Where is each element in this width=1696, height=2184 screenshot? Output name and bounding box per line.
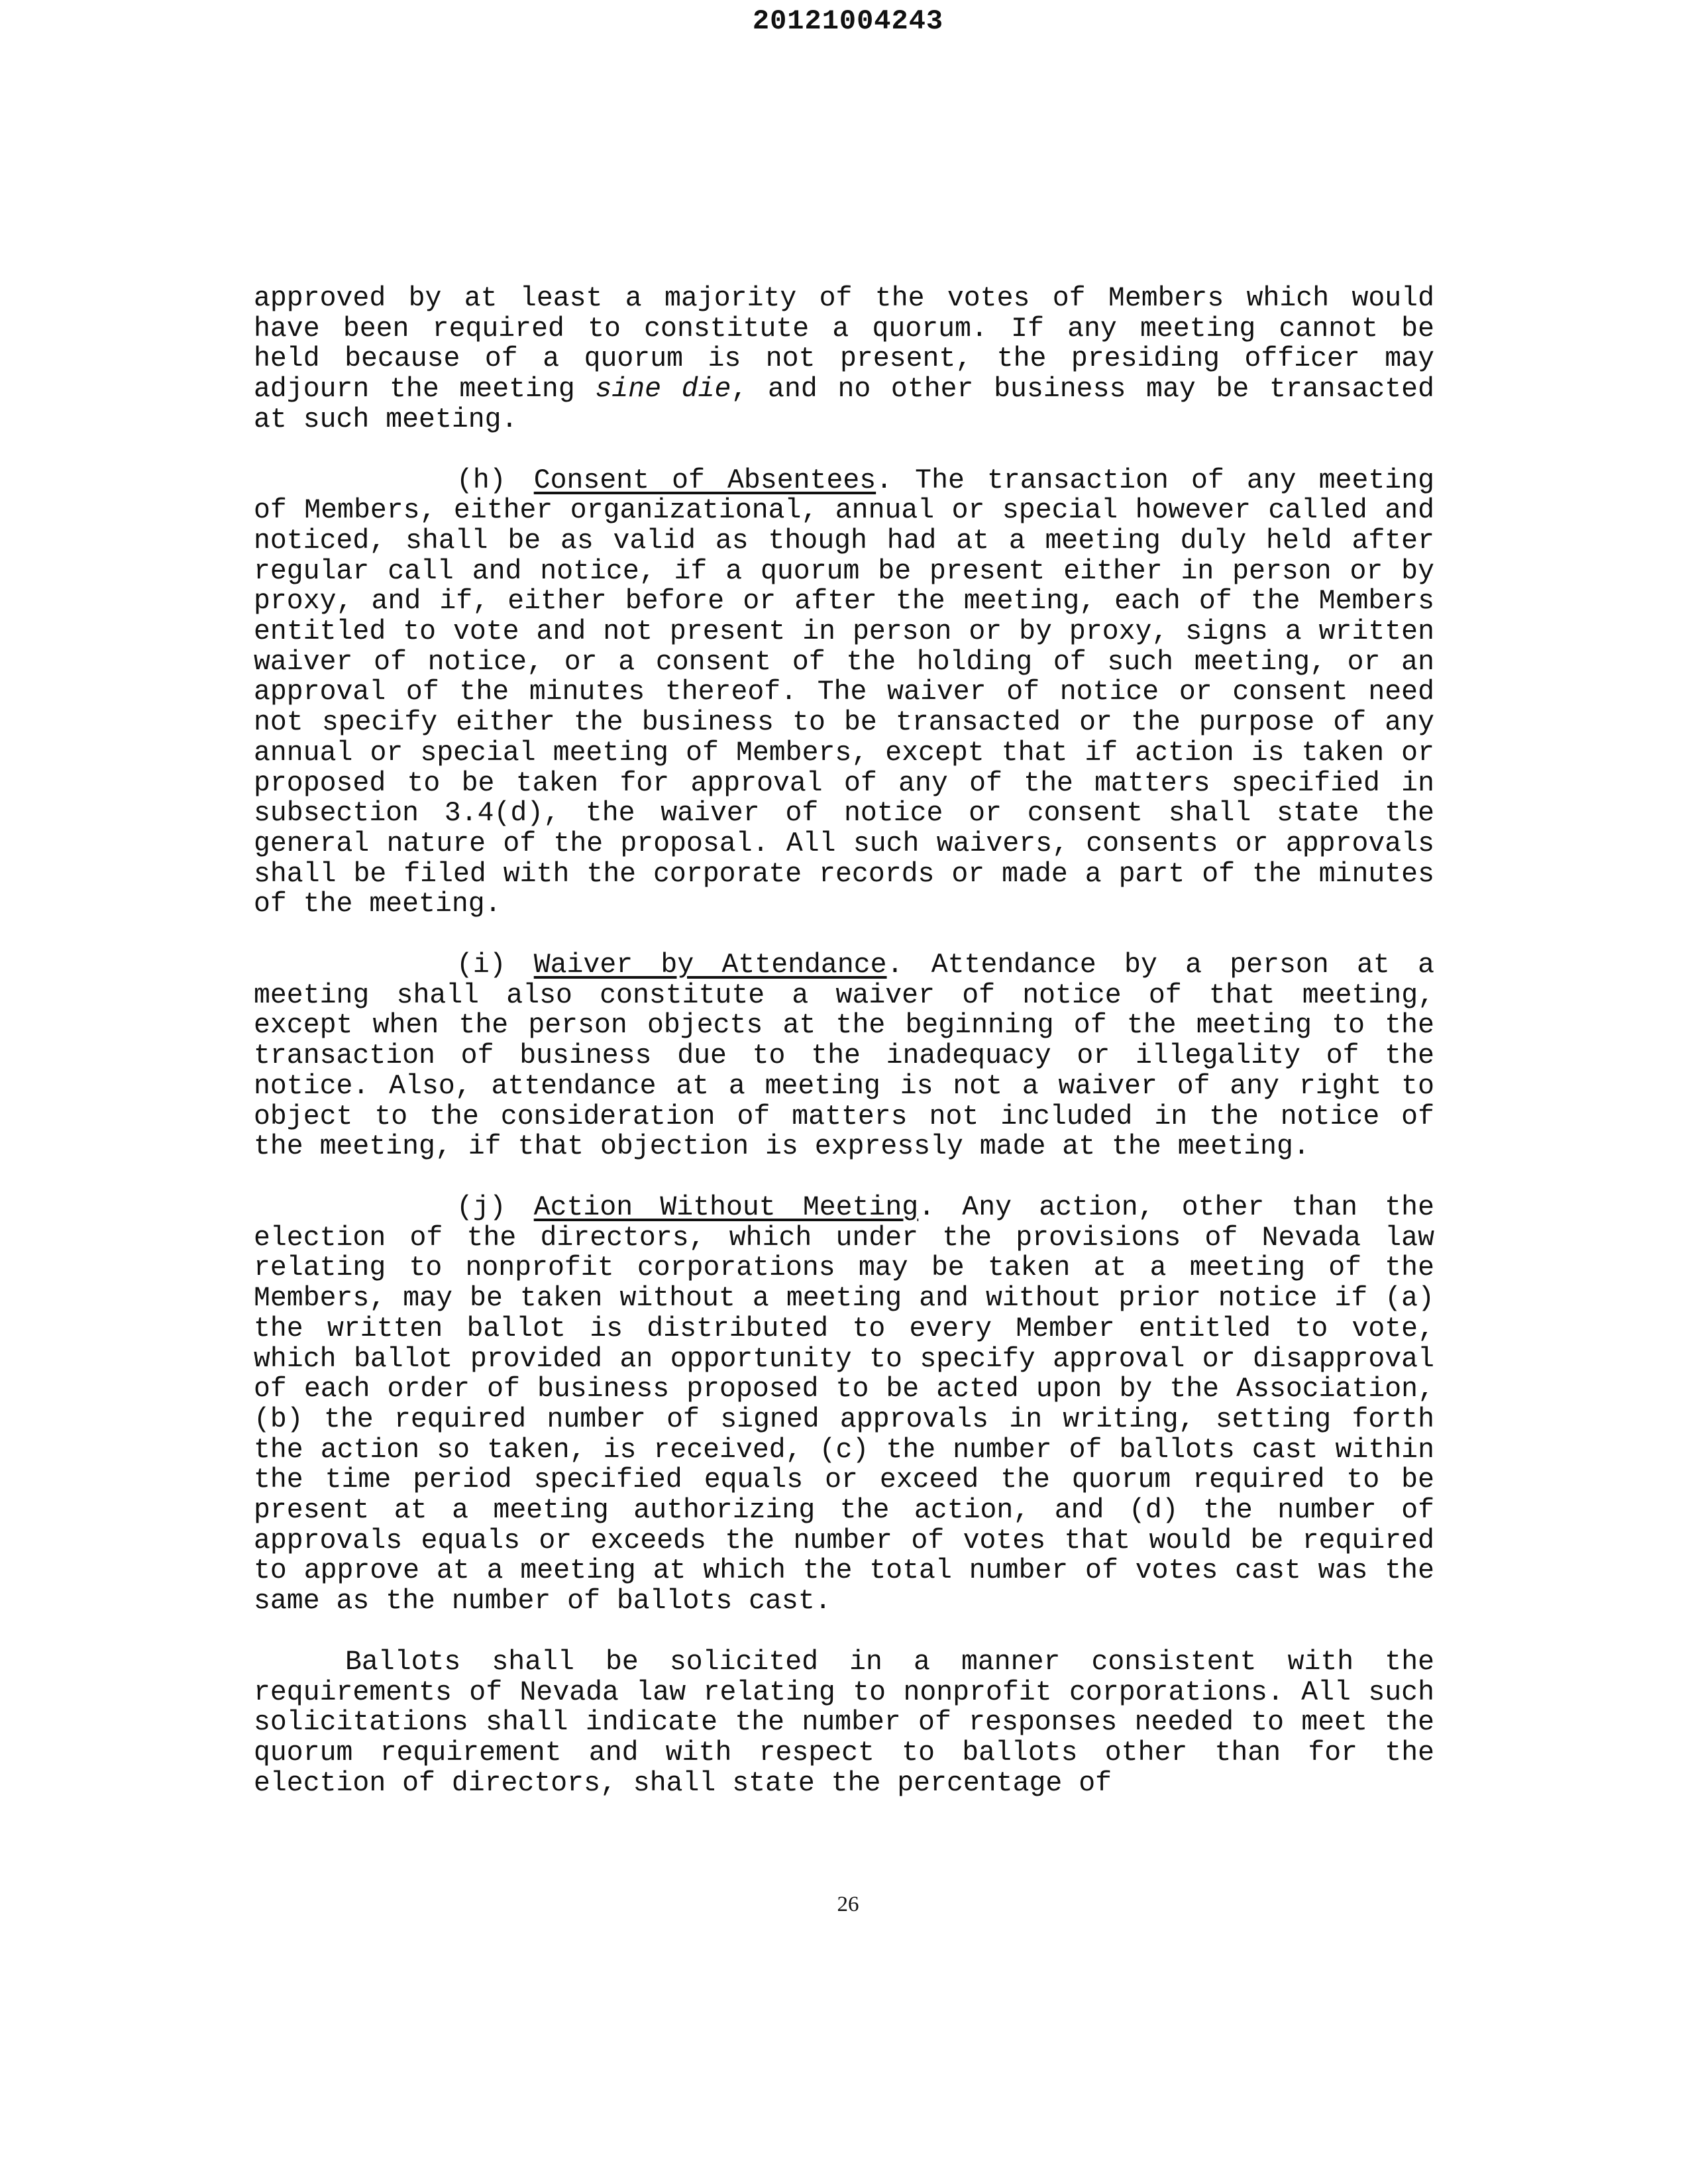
section-j-body: . Any action, other than the election of the directors, which under the provisions of Nevada law relating to nonprofit corporations may be taken at a meeting of the Members, may be taken without a meeting and without prior notice if (a) the written ballot is distributed to every Member entitled to vote, which ballot provided an opportunity to specify approval or disapproval of each order of business proposed to be acted upon by the Association, (b) the required number of signed approvals in writing, setting forth the action so taken, is received, (c) the number of ballots cast within the time period specified equals or exceed the quorum required to be present at a meeting authorizing the action, and (d) the number of approvals equals or exceeds the number of votes that would be required to approve at a meeting at which the total number of votes cast was the same as the number of ballots cast. [254,1191,1434,1617]
continuation-text-end: , and no other business may be transacted at such meeting. [254,374,1434,435]
section-h-heading: Consent of Absentees [533,464,876,496]
section-j-heading: Action Without Meeting [533,1191,919,1223]
document-number: 20121004243 [752,5,944,37]
section-i-label: (i) [456,950,506,981]
ballots-text: Ballots shall be solicited in a manner consistent with the requirements of Nevada law relating to nonprofit corporations. All such solicitations shall indicate the number of responses needed to meet the quorum requirement and with respect to ballots other than for the election of directors, shall state the percentage of [254,1646,1434,1799]
section-h-label: (h) [456,464,506,496]
section-i-heading: Waiver by Attendance [533,950,887,981]
section-i-body: . Attendance by a person at a meeting shall also constitute a waiver of notice of that meeting, except when the person objects at the beginning of the meeting to the transaction of business due to the inadequacy or illegality of the notice. Also, attendance at a meeting is not a waiver of any right to object to the consideration of matters not included in the notice of the meeting, if that objection is expressly made at the meeting. [254,950,1434,1163]
section-j-paragraph [254,1193,1434,1617]
italic-phrase: sine die [595,374,731,406]
continuation-paragraph [254,284,1434,435]
ballots-paragraph [254,1647,1434,1799]
document-body [254,284,1434,1798]
section-i-paragraph [254,950,1434,1162]
page-number: 26 [837,1892,859,1916]
section-h-body: . The transaction of any meeting of Members, either organizational, annual or special however called and noticed, shall be as valid as though had at a meeting duly held after regular call and notice, if a quorum be present either in person or by proxy, and if, either before or after the meeting, each of the Members entitled to vote and not present in person or by proxy, signs a written waiver of notice, or a consent of the holding of such meeting, or an approval of the minutes thereof. The waiver of notice or consent need not specify either the business to be transacted or the purpose of any annual or special meeting of Members, except that if action is taken or proposed to be taken for approval of any of the matters specified in subsection 3.4(d), the waiver of notice or consent shall state the general nature of the proposal. All such waivers, consents or approvals shall be filed with the corporate records or made a part of the minutes of the meeting. [254,464,1434,920]
section-h-paragraph [254,466,1434,920]
continuation-text-start: approved by at least a majority of the votes of Members which would have been required to constitute a quorum. If any meeting cannot be held because of a quorum is not present, the presiding officer may adjourn the meeting [254,283,1434,406]
section-j-label: (j) [456,1191,506,1223]
